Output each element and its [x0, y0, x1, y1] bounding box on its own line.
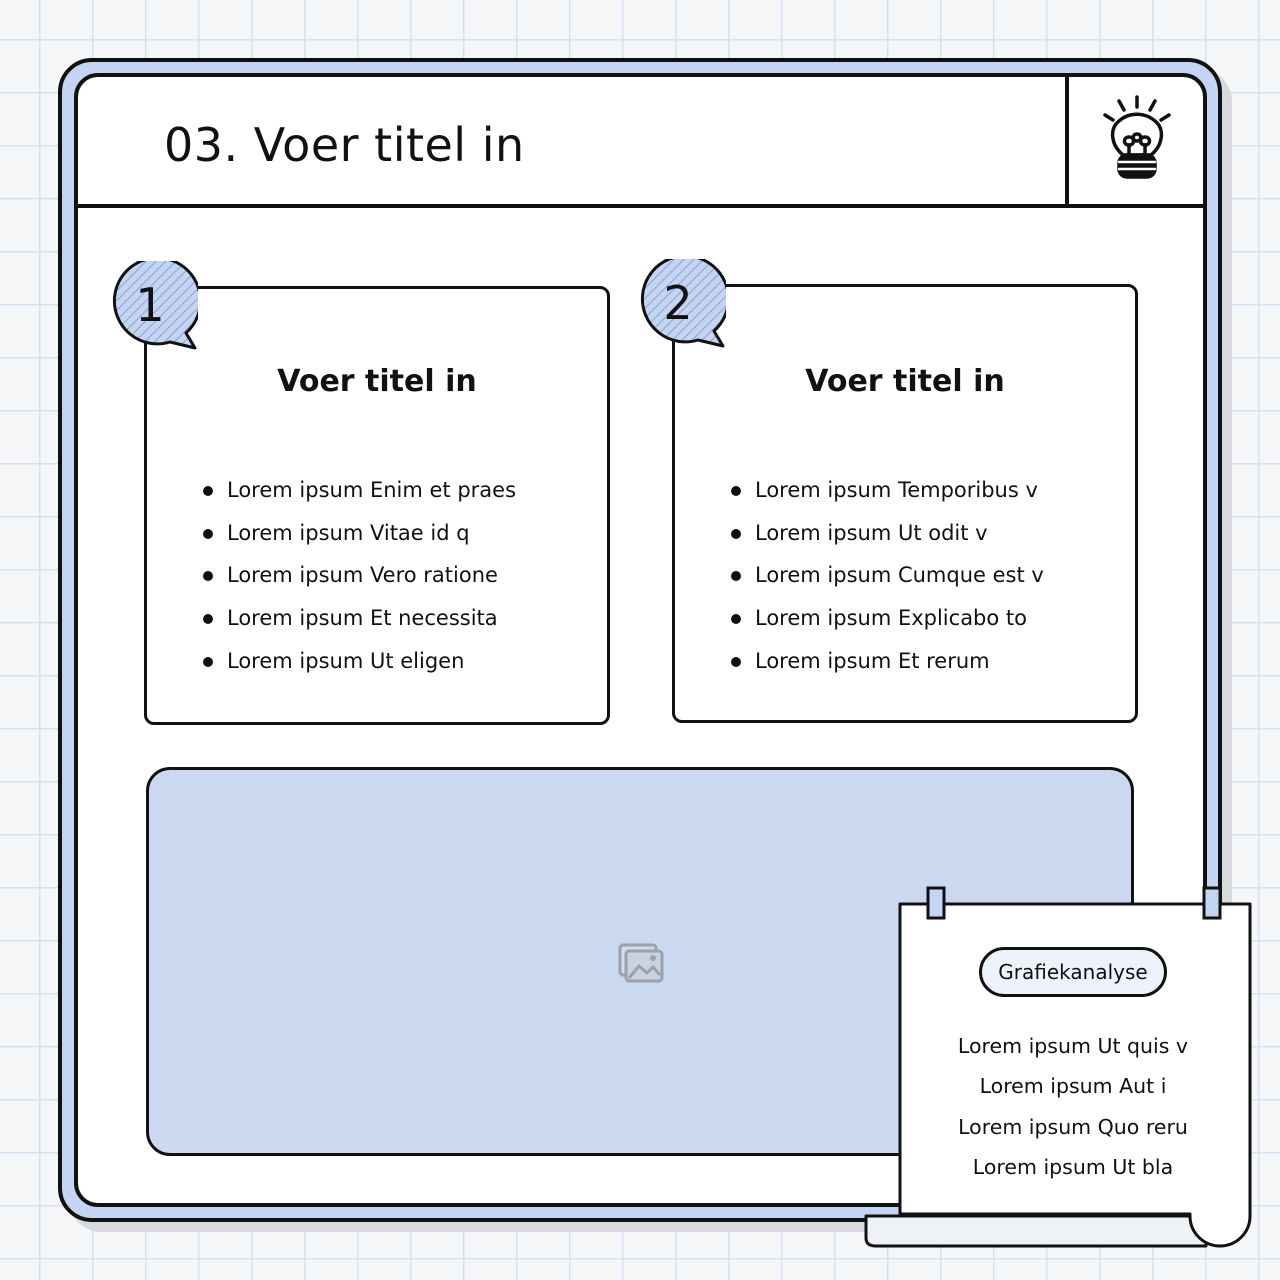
list-item[interactable]: Lorem ipsum Enim et praes [203, 477, 516, 520]
note-line[interactable]: Lorem ipsum Ut bla [972, 1154, 1174, 1179]
list-item[interactable]: Lorem ipsum Cumque est v [731, 562, 1044, 605]
card-1-number: 1 [135, 278, 165, 332]
card-1-title[interactable]: Voer titel in [277, 364, 477, 399]
header-bar [78, 77, 1203, 208]
card-1 [144, 286, 610, 725]
card-2-title[interactable]: Voer titel in [805, 364, 1005, 399]
card-2-number-badge [634, 259, 726, 351]
note-lines [900, 1032, 1246, 1193]
card-1-list [203, 477, 516, 690]
note-line[interactable]: Lorem ipsum Ut quis v [957, 1034, 1189, 1058]
list-item[interactable]: Lorem ipsum Vitae id q [203, 520, 516, 563]
note-line[interactable]: Lorem ipsum Quo reru [958, 1114, 1188, 1139]
image-placeholder-icon [617, 942, 665, 984]
page-title[interactable]: 03. Voer titel in [164, 118, 525, 172]
header-icon-cell [1065, 77, 1203, 208]
note-line[interactable]: Lorem ipsum Aut i [979, 1074, 1167, 1099]
card-2-list [731, 477, 1044, 690]
list-item[interactable]: Lorem ipsum Ut odit v [731, 520, 1044, 563]
list-item[interactable]: Lorem ipsum Et rerum [731, 648, 1044, 691]
list-item[interactable]: Lorem ipsum Explicabo to [731, 605, 1044, 648]
analysis-note [862, 886, 1258, 1252]
chart-analysis-tag[interactable]: Grafiekanalyse [979, 947, 1167, 997]
card-2 [672, 284, 1138, 723]
list-item[interactable]: Lorem ipsum Et necessita [203, 605, 516, 648]
list-item[interactable]: Lorem ipsum Ut eligen [203, 648, 516, 691]
lightbulb-icon [1099, 91, 1175, 191]
list-item[interactable]: Lorem ipsum Vero ratione [203, 562, 516, 605]
card-2-number: 2 [663, 276, 693, 330]
card-1-number-badge [106, 261, 198, 353]
list-item[interactable]: Lorem ipsum Temporibus v [731, 477, 1044, 520]
